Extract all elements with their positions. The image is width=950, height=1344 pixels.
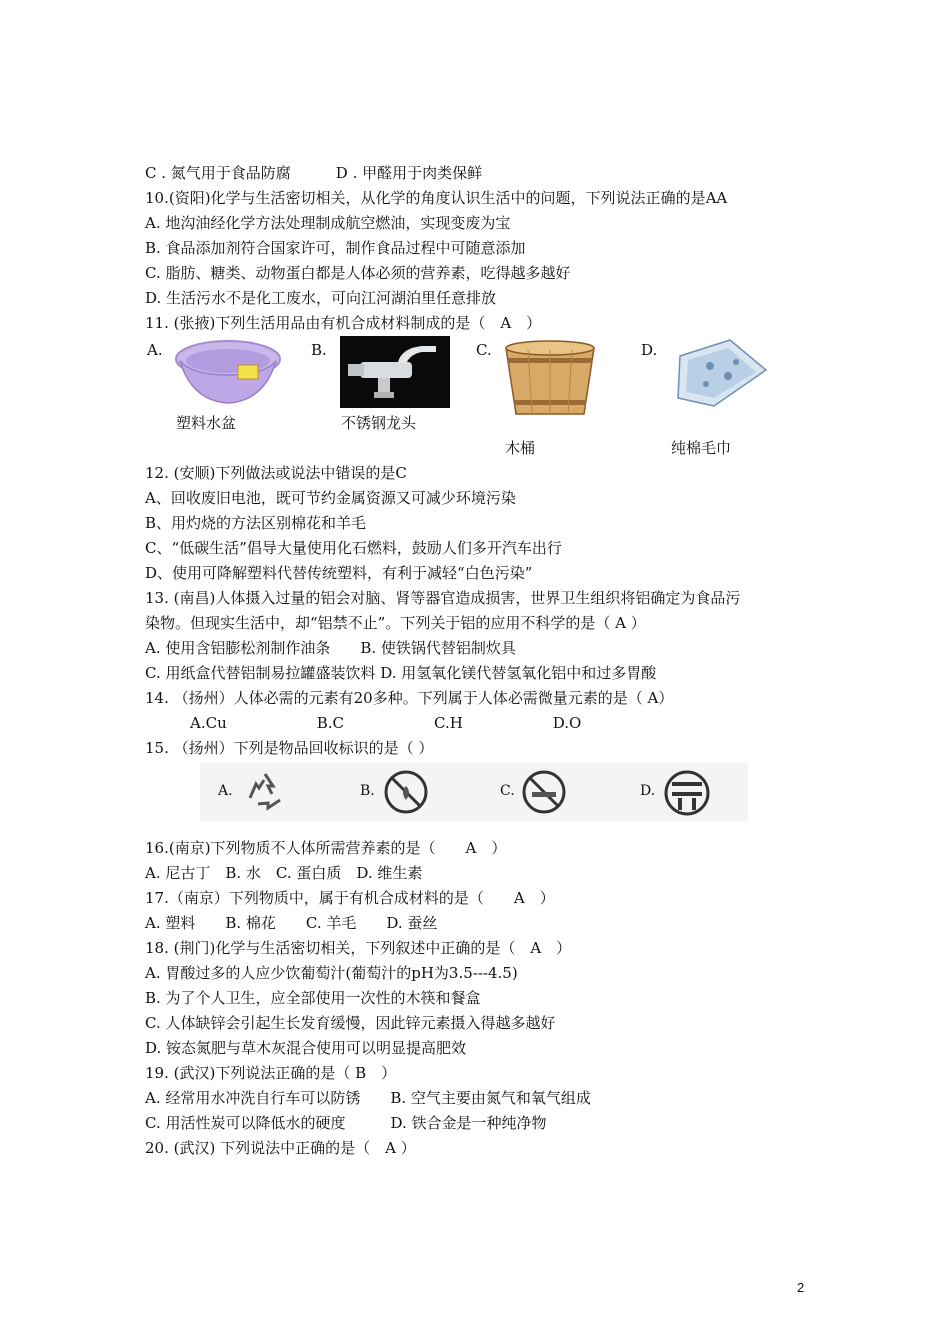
line-q10-d: D. 生活污水不是化工废水，可向江河湖泊里任意排放 [145, 289, 497, 307]
line-q18-c: C. 人体缺锌会引起生长发育缓慢，因此锌元素摄入得越多越好 [145, 1014, 556, 1032]
line-q19-cd: C. 用活性炭可以降低水的硬度 D. 铁合金是一种纯净物 [145, 1114, 547, 1132]
line-q13-ab: A. 使用含铝膨松剂制作油条 B. 使铁锅代替铝制炊具 [145, 639, 516, 657]
plastic-basin-image [172, 335, 284, 407]
line-q11-stem: 11. (张掖)下列生活用品由有机合成材料制成的是（ A ） [145, 314, 542, 332]
no-fire-sign-icon [382, 768, 430, 816]
q15-option-d-label: D. [640, 783, 656, 799]
line-q18-a: A. 胃酸过多的人应少饮葡萄汁(葡萄汁的pH为3.5---4.5) [145, 964, 518, 982]
line-q19-ab: A. 经常用水冲洗自行车可以防锈 B. 空气主要由氮气和氧气组成 [145, 1089, 591, 1107]
line-q18-b: B. 为了个人卫生，应全部使用一次性的木筷和餐盒 [145, 989, 481, 1007]
line-q16-stem: 16.(南京)下列物质不人体所需营养素的是（ A ） [145, 839, 507, 857]
q11-option-b-label: B. [311, 341, 327, 359]
line-q14-options: A.Cu B.C C.H D.O [190, 714, 582, 732]
no-smoking-icon [520, 768, 568, 816]
line-q13-stem-2: 染物。但现实生活中，却“铝禁不止”。下列关于铝的应用不科学的是（ A ） [145, 614, 646, 632]
line-q10-a: A. 地沟油经化学方法处理制成航空燃油，实现变废为宝 [145, 214, 511, 232]
line-q19-stem: 19. (武汉)下列说法正确的是（ B ） [145, 1064, 397, 1082]
line-q17-stem: 17.（南京）下列物质中，属于有机合成材料的是（ A ） [145, 889, 555, 907]
q15-option-c-label: C. [500, 783, 515, 799]
line-q13-cd: C. 用纸盒代替铝制易拉罐盛装饮料 D. 用氢氧化镁代替氢氧化铝中和过多胃酸 [145, 664, 657, 682]
q11-caption-a: 塑料水盆 [176, 414, 237, 432]
q11-caption-d: 纯棉毛巾 [671, 439, 732, 457]
line-q12-b: B、用灼烧的方法区别棉花和羊毛 [145, 514, 367, 532]
page-number: 2 [797, 1280, 805, 1295]
q11-caption-c: 木桶 [505, 439, 536, 457]
line-q20-stem: 20. (武汉) 下列说法中正确的是（ A ） [145, 1139, 416, 1157]
line-q15-stem: 15. （扬州）下列是物品回收标识的是（ ） [145, 739, 434, 757]
line-q12-d: D、使用可降解塑料代替传统塑料，有利于减轻“白色污染” [145, 564, 533, 582]
q11-option-a-label: A. [147, 341, 163, 359]
q11-caption-b: 不锈钢龙头 [341, 414, 417, 432]
line-q12-a: A、回收废旧电池，既可节约金属资源又可减少环境污染 [145, 489, 516, 507]
line-q12-c: C、“低碳生活”倡导大量使用化石燃料，鼓励人们多开汽车出行 [145, 539, 562, 557]
line-q10-stem: 10.(资阳)化学与生活密切相关，从化学的角度认识生活中的问题，下列说法正确的是AA [145, 189, 728, 207]
line-q10-b: B. 食品添加剂符合国家许可，制作食品过程中可随意添加 [145, 239, 526, 257]
wooden-bucket-image [500, 338, 600, 418]
line-q18-stem: 18. (荆门)化学与生活密切相关，下列叙述中正确的是（ A ） [145, 939, 572, 957]
line-q17-options: A. 塑料 B. 棉花 C. 羊毛 D. 蚕丝 [145, 914, 438, 932]
q15-option-a-label: A. [218, 783, 233, 799]
line-q12-stem: 12. (安顺)下列做法或说法中错误的是C [145, 464, 407, 482]
q11-option-d-label: D. [641, 341, 658, 359]
line-q16-options: A. 尼古丁 B. 水 C. 蛋白质 D. 维生素 [145, 864, 423, 882]
q11-option-c-label: C. [476, 341, 492, 359]
q15-option-b-label: B. [360, 783, 375, 799]
line-q14-stem: 14. （扬州）人体必需的元素有20多种。下列属于人体必需微量元素的是（ A） [145, 689, 674, 707]
faucet-image [340, 336, 450, 408]
line-q9-cd: C . 氮气用于食品防腐 D . 甲醛用于肉类保鲜 [145, 164, 483, 182]
recycle-icon [242, 768, 288, 814]
line-q13-stem-1: 13. (南昌)人体摄入过量的铝会对脑、肾等器官造成损害，世界卫生组织将铝确定为食品污 [145, 589, 741, 607]
line-q18-d: D. 铵态氮肥与草木灰混合使用可以明显提高肥效 [145, 1039, 467, 1057]
water-saving-icon [662, 768, 712, 818]
cotton-towel-image [670, 336, 770, 412]
line-q10-c: C. 脂肪、糖类、动物蛋白都是人体必须的营养素，吃得越多越好 [145, 264, 571, 282]
